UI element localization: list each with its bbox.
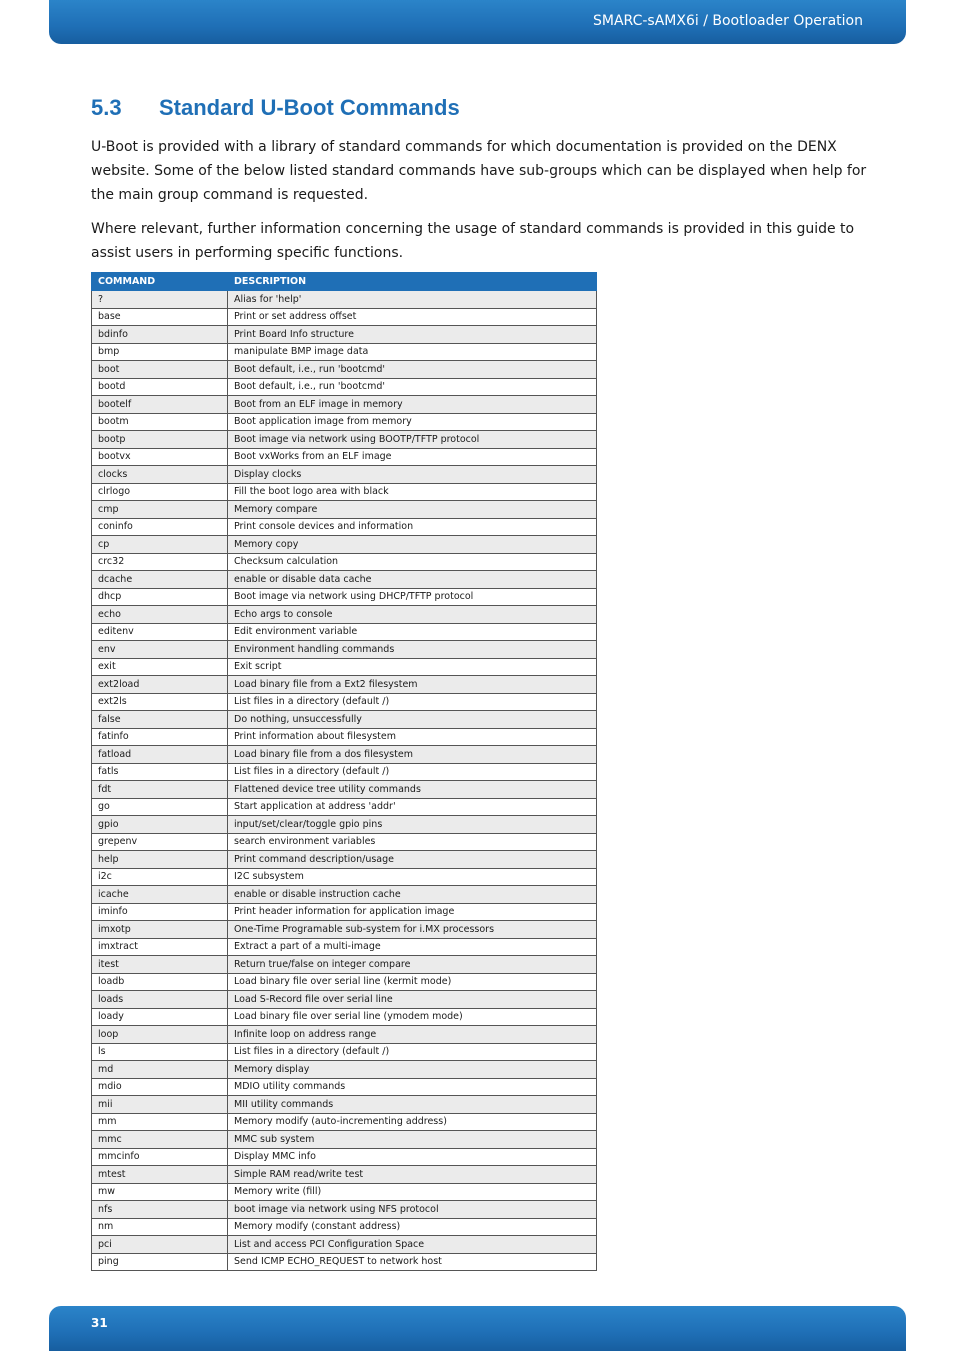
description-cell: List and access PCI Configuration Space xyxy=(228,1236,597,1254)
description-cell: Boot application image from memory xyxy=(228,413,597,431)
section-heading xyxy=(91,95,460,121)
table-row xyxy=(92,1131,597,1149)
table-row xyxy=(92,1183,597,1201)
command-cell: ext2ls xyxy=(92,693,228,711)
command-cell: fdt xyxy=(92,781,228,799)
command-cell: grepenv xyxy=(92,833,228,851)
command-cell: clrlogo xyxy=(92,483,228,501)
command-cell: icache xyxy=(92,886,228,904)
column-header-command: COMMAND xyxy=(92,273,228,291)
table-row xyxy=(92,326,597,344)
table-row xyxy=(92,361,597,379)
description-cell: List files in a directory (default /) xyxy=(228,1043,597,1061)
table-row xyxy=(92,798,597,816)
description-cell: MDIO utility commands xyxy=(228,1078,597,1096)
table-row xyxy=(92,343,597,361)
command-cell: dcache xyxy=(92,571,228,589)
command-cell: clocks xyxy=(92,466,228,484)
command-cell: iminfo xyxy=(92,903,228,921)
table-row xyxy=(92,483,597,501)
table-row xyxy=(92,833,597,851)
command-cell: mm xyxy=(92,1113,228,1131)
table-row xyxy=(92,991,597,1009)
description-cell: Alias for 'help' xyxy=(228,291,597,309)
command-cell: nfs xyxy=(92,1201,228,1219)
table-row xyxy=(92,291,597,309)
table-row xyxy=(92,606,597,624)
command-cell: loady xyxy=(92,1008,228,1026)
command-cell: mdio xyxy=(92,1078,228,1096)
table-row xyxy=(92,973,597,991)
description-cell: enable or disable data cache xyxy=(228,571,597,589)
table-row xyxy=(92,501,597,519)
table-row xyxy=(92,868,597,886)
command-cell: bdinfo xyxy=(92,326,228,344)
description-cell: Load S-Record file over serial line xyxy=(228,991,597,1009)
description-cell: Load binary file over serial line (ymodem mode) xyxy=(228,1008,597,1026)
command-cell: mmc xyxy=(92,1131,228,1149)
description-cell: Checksum calculation xyxy=(228,553,597,571)
description-cell: Return true/false on integer compare xyxy=(228,956,597,974)
table-row xyxy=(92,956,597,974)
table-row xyxy=(92,396,597,414)
table-row xyxy=(92,1113,597,1131)
command-cell: bootvx xyxy=(92,448,228,466)
description-cell: Flattened device tree utility commands xyxy=(228,781,597,799)
table-row xyxy=(92,518,597,536)
table-row xyxy=(92,1236,597,1254)
command-cell: gpio xyxy=(92,816,228,834)
description-cell: boot image via network using NFS protocol xyxy=(228,1201,597,1219)
command-cell: ext2load xyxy=(92,676,228,694)
table-row xyxy=(92,1253,597,1271)
command-cell: ls xyxy=(92,1043,228,1061)
description-cell: search environment variables xyxy=(228,833,597,851)
command-cell: base xyxy=(92,308,228,326)
section-number: 5.3 xyxy=(91,95,122,120)
command-cell: bootelf xyxy=(92,396,228,414)
table-header-row xyxy=(92,273,597,291)
header-bar xyxy=(49,0,906,44)
table-row xyxy=(92,728,597,746)
command-cell: nm xyxy=(92,1218,228,1236)
description-cell: Memory copy xyxy=(228,536,597,554)
description-cell: MII utility commands xyxy=(228,1096,597,1114)
table-row xyxy=(92,413,597,431)
table-row xyxy=(92,1201,597,1219)
table-row xyxy=(92,781,597,799)
table-row xyxy=(92,1096,597,1114)
table-row xyxy=(92,623,597,641)
command-cell: dhcp xyxy=(92,588,228,606)
table-row xyxy=(92,308,597,326)
table-row xyxy=(92,693,597,711)
description-cell: Infinite loop on address range xyxy=(228,1026,597,1044)
description-cell: Print console devices and information xyxy=(228,518,597,536)
section-title: Standard U-Boot Commands xyxy=(159,95,460,120)
table-body xyxy=(92,291,597,1271)
command-cell: editenv xyxy=(92,623,228,641)
command-cell: cp xyxy=(92,536,228,554)
command-cell: echo xyxy=(92,606,228,624)
table-row xyxy=(92,571,597,589)
command-cell: bootm xyxy=(92,413,228,431)
command-cell: bootd xyxy=(92,378,228,396)
description-cell: Send ICMP ECHO_REQUEST to network host xyxy=(228,1253,597,1271)
command-cell: cmp xyxy=(92,501,228,519)
description-cell: Print header information for application image xyxy=(228,903,597,921)
table-row xyxy=(92,816,597,834)
description-cell: Display clocks xyxy=(228,466,597,484)
table-row xyxy=(92,588,597,606)
command-cell: md xyxy=(92,1061,228,1079)
description-cell: Environment handling commands xyxy=(228,641,597,659)
description-cell: Boot image via network using DHCP/TFTP protocol xyxy=(228,588,597,606)
table-row xyxy=(92,921,597,939)
command-cell: loadb xyxy=(92,973,228,991)
description-cell: I2C subsystem xyxy=(228,868,597,886)
usage-paragraph: Where relevant, further information concerning the usage of standard commands is provided in this guide to assist users in performing specific functions. xyxy=(91,221,855,261)
command-table xyxy=(91,272,597,1271)
command-cell: imxtract xyxy=(92,938,228,956)
table-row xyxy=(92,1008,597,1026)
command-cell: fatls xyxy=(92,763,228,781)
command-cell: mw xyxy=(92,1183,228,1201)
description-cell: Edit environment variable xyxy=(228,623,597,641)
description-cell: Print information about filesystem xyxy=(228,728,597,746)
description-cell: manipulate BMP image data xyxy=(228,343,597,361)
command-cell: mtest xyxy=(92,1166,228,1184)
table-row xyxy=(92,536,597,554)
table-row xyxy=(92,1026,597,1044)
description-cell: Display MMC info xyxy=(228,1148,597,1166)
table-row xyxy=(92,641,597,659)
table-row xyxy=(92,466,597,484)
description-cell: Load binary file from a dos filesystem xyxy=(228,746,597,764)
table-row xyxy=(92,1218,597,1236)
command-cell: go xyxy=(92,798,228,816)
description-cell: One-Time Programable sub-system for i.MX processors xyxy=(228,921,597,939)
document-title: SMARC-sAMX6i / Bootloader Operation xyxy=(593,13,863,29)
description-cell: List files in a directory (default /) xyxy=(228,693,597,711)
command-cell: ping xyxy=(92,1253,228,1271)
intro-paragraph: U-Boot is provided with a library of standard commands for which documentation is provided on the DENX website. Some of the below listed standard commands have sub-groups which can be displayed when help for the main group command is requested. xyxy=(91,139,867,203)
description-cell: MMC sub system xyxy=(228,1131,597,1149)
command-cell: loop xyxy=(92,1026,228,1044)
description-cell: Load binary file over serial line (kermit mode) xyxy=(228,973,597,991)
command-cell: coninfo xyxy=(92,518,228,536)
table-row xyxy=(92,746,597,764)
description-cell: Fill the boot logo area with black xyxy=(228,483,597,501)
description-cell: Boot vxWorks from an ELF image xyxy=(228,448,597,466)
description-cell: Print command description/usage xyxy=(228,851,597,869)
command-cell: loads xyxy=(92,991,228,1009)
command-cell: fatinfo xyxy=(92,728,228,746)
command-cell: pci xyxy=(92,1236,228,1254)
description-cell: Memory write (fill) xyxy=(228,1183,597,1201)
description-cell: List files in a directory (default /) xyxy=(228,763,597,781)
command-cell: mmcinfo xyxy=(92,1148,228,1166)
table-row xyxy=(92,1078,597,1096)
table-row xyxy=(92,431,597,449)
description-cell: Simple RAM read/write test xyxy=(228,1166,597,1184)
description-cell: Load binary file from a Ext2 filesystem xyxy=(228,676,597,694)
table-row xyxy=(92,711,597,729)
description-cell: Print or set address offset xyxy=(228,308,597,326)
description-cell: Boot default, i.e., run 'bootcmd' xyxy=(228,378,597,396)
command-cell: bootp xyxy=(92,431,228,449)
command-cell: env xyxy=(92,641,228,659)
table-row xyxy=(92,1061,597,1079)
description-cell: Exit script xyxy=(228,658,597,676)
table-row xyxy=(92,1148,597,1166)
command-cell: false xyxy=(92,711,228,729)
table-row xyxy=(92,676,597,694)
description-cell: Do nothing, unsuccessfully xyxy=(228,711,597,729)
table-row xyxy=(92,378,597,396)
table-row xyxy=(92,1043,597,1061)
table-row xyxy=(92,553,597,571)
description-cell: Memory modify (auto-incrementing address) xyxy=(228,1113,597,1131)
description-cell: Memory compare xyxy=(228,501,597,519)
command-cell: imxotp xyxy=(92,921,228,939)
footer-bar xyxy=(49,1306,906,1351)
command-cell: fatload xyxy=(92,746,228,764)
description-cell: Print Board Info structure xyxy=(228,326,597,344)
command-cell: i2c xyxy=(92,868,228,886)
command-cell: help xyxy=(92,851,228,869)
description-cell: Echo args to console xyxy=(228,606,597,624)
table-row xyxy=(92,658,597,676)
table-row xyxy=(92,851,597,869)
description-cell: Start application at address 'addr' xyxy=(228,798,597,816)
command-cell: mii xyxy=(92,1096,228,1114)
command-cell: itest xyxy=(92,956,228,974)
command-cell: ? xyxy=(92,291,228,309)
description-cell: Memory modify (constant address) xyxy=(228,1218,597,1236)
command-cell: bmp xyxy=(92,343,228,361)
description-cell: enable or disable instruction cache xyxy=(228,886,597,904)
table-row xyxy=(92,938,597,956)
table-row xyxy=(92,886,597,904)
description-cell: Extract a part of a multi-image xyxy=(228,938,597,956)
column-header-description: DESCRIPTION xyxy=(228,273,597,291)
table-row xyxy=(92,1166,597,1184)
description-cell: Boot from an ELF image in memory xyxy=(228,396,597,414)
command-cell: exit xyxy=(92,658,228,676)
command-cell: crc32 xyxy=(92,553,228,571)
page-number: 31 xyxy=(91,1316,108,1330)
table-row xyxy=(92,763,597,781)
description-cell: Boot image via network using BOOTP/TFTP protocol xyxy=(228,431,597,449)
command-cell: boot xyxy=(92,361,228,379)
table-row xyxy=(92,903,597,921)
table-row xyxy=(92,448,597,466)
description-cell: Memory display xyxy=(228,1061,597,1079)
description-cell: Boot default, i.e., run 'bootcmd' xyxy=(228,361,597,379)
description-cell: input/set/clear/toggle gpio pins xyxy=(228,816,597,834)
